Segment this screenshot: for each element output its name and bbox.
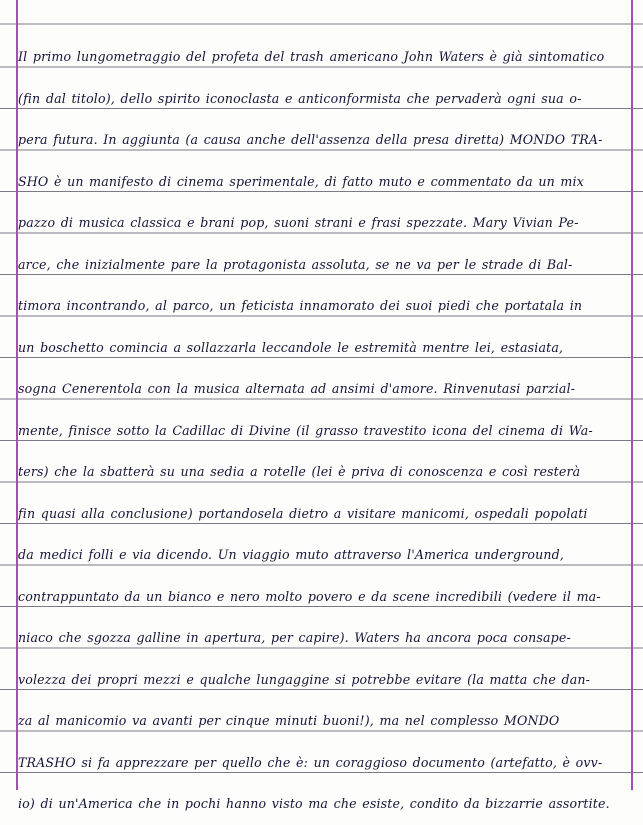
text-line: niaco che sgozza galline in apertura, per capire). Waters ha ancora poca consape- xyxy=(18,630,571,645)
text-line: pazzo di musica classica e brani pop, suoni strani e frasi spezzate. Mary Vivian Pe- xyxy=(18,215,579,230)
text-line: Il primo lungometraggio del profeta del trash americano John Waters è già sintomatico xyxy=(18,49,605,64)
text-line: arce, che inizialmente pare la protagonista assoluta, se ne va per le strade di Bal- xyxy=(18,256,573,272)
text-line: pera futura. In aggiunta (a causa anche dell'assenza della presa diretta) MONDO TRA- xyxy=(18,132,603,147)
text-line: da medici folli e via dicendo. Un viaggio muto attraverso l'America underground, xyxy=(18,547,565,562)
text-line: timora incontrando, al parco, un feticista innamorato dei suoi piedi che portatala in xyxy=(18,298,583,313)
text-line: fin quasi alla conclusione) portandosela dietro a visitare manicomi, ospedali popolati xyxy=(18,505,588,521)
text-line: mente, finisce sotto la Cadillac di Divine (il grasso travestito icona del cinema di Wa- xyxy=(18,422,593,438)
text-line: un boschetto comincia a sollazzarla leccandole le estremità mentre lei, estasiata, xyxy=(18,339,564,355)
text-line: za al manicomio va avanti per cinque minuti buoni!), ma nel complesso MONDO xyxy=(18,713,560,728)
handwritten-text xyxy=(18,36,616,825)
text-line: (fin dal titolo), dello spirito iconoclasta e anticonformista che pervaderà ogni sua o- xyxy=(18,90,582,106)
text-line: ters) che la sbatterà su una sedia a rotelle (lei è priva di conoscenza e così resterà xyxy=(18,464,581,479)
text-line: contrappuntato da un bianco e nero molto povero e da scene incredibili (vedere il ma- xyxy=(18,588,601,604)
text-line: TRASHO si fa apprezzare per quello che è: un coraggioso documento (artefatto, è ovv- xyxy=(18,754,603,770)
text-line: sogna Cenerentola con la musica alternata ad ansimi d'amore. Rinvenutasi parzial- xyxy=(18,381,576,396)
right-margin-line xyxy=(631,0,633,790)
text-line: volezza dei propri mezzi e qualche lungaggine si potrebbe evitare (la matta che dan- xyxy=(18,671,591,687)
text-line: SHO è un manifesto di cinema sperimentale, di fatto muto e commentato da un mix xyxy=(18,173,584,189)
text-line: io) di un'America che in pochi hanno visto ma che esiste, condito da bizzarrie assortite. xyxy=(18,796,610,811)
